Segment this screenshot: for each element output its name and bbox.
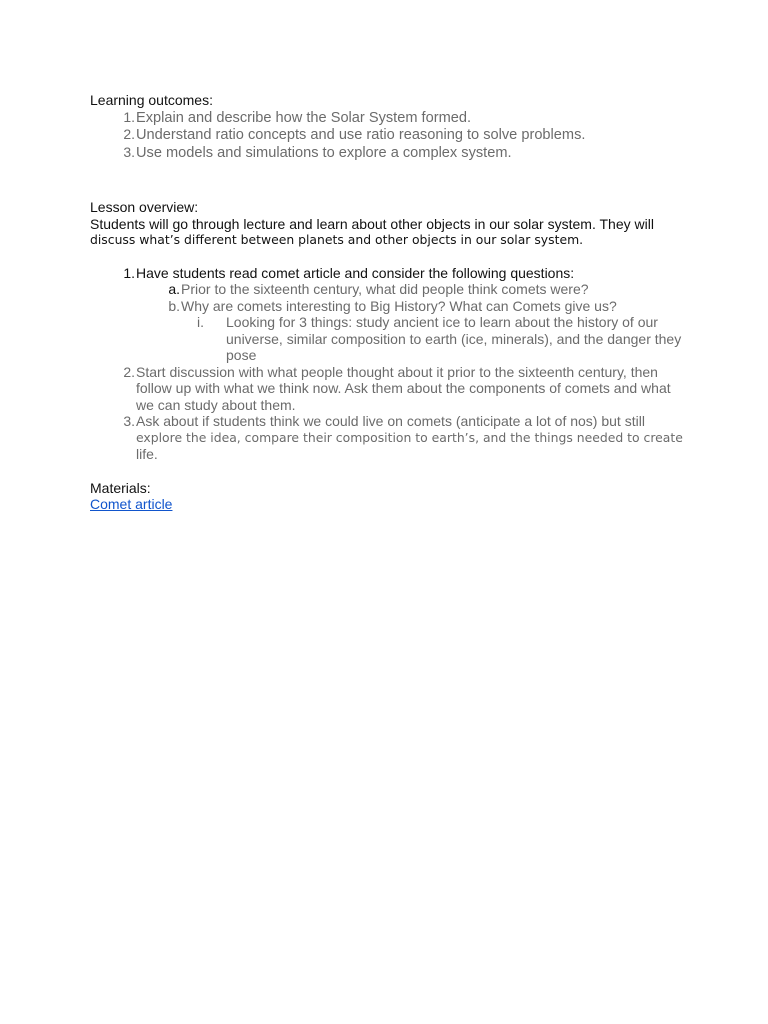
- answer-line: Looking for 3 things: study ancient ice to learn about the history of our: [226, 314, 658, 330]
- overview-text-line: Students will go through lecture and learn about other objects in our solar system. They will: [90, 215, 654, 232]
- list-text: Understand ratio concepts and use ratio reasoning to solve problems.: [136, 127, 586, 143]
- list-number: 2.: [123, 126, 135, 142]
- document-page: [90, 92, 690, 514]
- step-line: life.: [136, 446, 158, 462]
- list-number: 1.: [123, 264, 135, 281]
- list-number: 2.: [123, 363, 135, 380]
- lesson-overview-heading: Lesson overview:: [90, 199, 199, 215]
- learning-outcome-item: [90, 109, 690, 127]
- step-item: [90, 265, 690, 282]
- sub-sub-answer: [90, 314, 690, 364]
- list-text: Have students read comet article and consider the following questions:: [136, 264, 575, 281]
- step-line: we can study about them.: [136, 396, 296, 413]
- list-roman: i.: [197, 314, 204, 330]
- answer-line: universe, similar composition to earth (ice, minerals), and the danger they: [226, 330, 682, 347]
- list-text: Why are comets interesting to Big History? What can Comets give us?: [181, 297, 617, 314]
- list-text: Use models and simulations to explore a complex system.: [136, 144, 512, 161]
- list-text: Explain and describe how the Solar System formed.: [136, 109, 472, 126]
- sub-question: [90, 281, 690, 298]
- comet-article-link[interactable]: Comet article: [90, 496, 173, 512]
- list-letter: b.: [168, 297, 180, 314]
- step-line: explore the idea, compare their composition to earth’s, and the things needed to create: [136, 429, 683, 445]
- learning-outcome-item: [90, 126, 690, 144]
- answer-line: pose: [226, 347, 257, 363]
- step-line: Start discussion with what people thought about it prior to the sixteenth century, then: [136, 363, 658, 380]
- list-number: 3.: [123, 413, 135, 429]
- step-line: follow up with what we think now. Ask them about the components of comets and what: [136, 380, 671, 396]
- learning-outcomes-heading: Learning outcomes:: [90, 92, 213, 108]
- list-text: Prior to the sixteenth century, what did people think comets were?: [181, 281, 589, 297]
- learning-outcome-item: [90, 144, 690, 162]
- materials-heading: Materials:: [90, 479, 151, 496]
- sub-question: [90, 298, 690, 315]
- list-letter: a.: [168, 281, 180, 297]
- list-number: 1.: [123, 108, 135, 125]
- step-item: [90, 364, 690, 414]
- overview-text-line: discuss what’s different between planets and other objects in our solar system.: [90, 232, 584, 247]
- step-item: [90, 413, 690, 463]
- list-number: 3.: [123, 143, 135, 160]
- step-line: Ask about if students think we could live on comets (anticipate a lot of nos) but still: [136, 413, 645, 429]
